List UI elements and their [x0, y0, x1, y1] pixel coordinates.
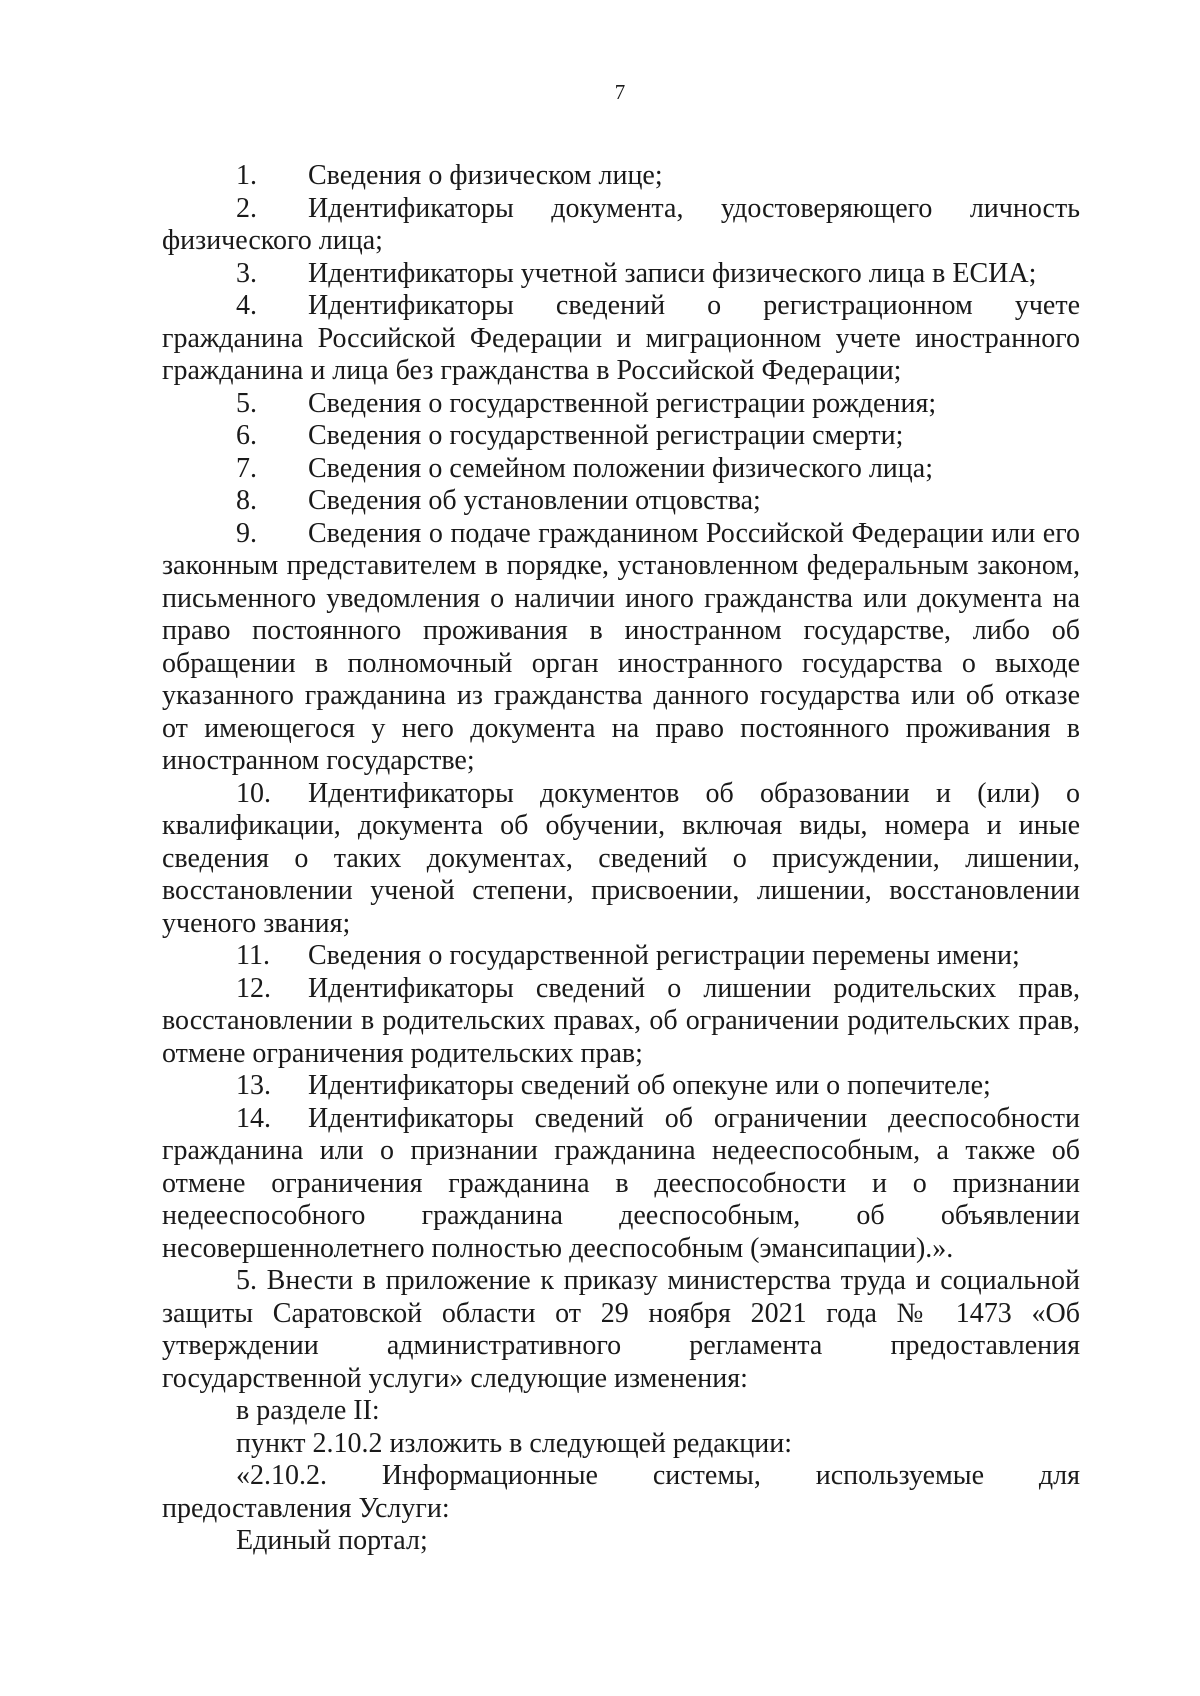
list-item — [162, 420, 1080, 453]
list-item-number: 2. — [236, 192, 257, 224]
list-item — [162, 485, 1080, 518]
list-item — [162, 778, 1080, 941]
list-item-text: Идентификаторы сведений о регистрационном учете гражданина Российской Федерации и миграционном учете иностранного гражданина и лица без гражданства в Российской Федерации; — [162, 290, 1080, 386]
list-item — [162, 160, 1080, 193]
list-item-number: 1. — [236, 160, 257, 191]
list-item-number: 12. — [236, 972, 271, 1004]
list-item-text: Идентификаторы учетной записи физического лица в ЕСИА; — [308, 257, 1037, 289]
paragraph-5: 5. Внести в приложение к приказу министерства труда и социальной защиты Саратовской области от 29 ноября 2021 года № 1473 «Об утверждении административного регламента предоставления государственной услуги» следующие изменения: — [162, 1265, 1080, 1394]
clause-line: пункт 2.10.2 изложить в следующей редакции: — [236, 1427, 792, 1459]
document-body — [162, 160, 1080, 1558]
list-item — [162, 290, 1080, 388]
list-item-number: 3. — [236, 257, 257, 289]
list-item-number: 10. — [236, 777, 271, 809]
list-item-text: Идентификаторы сведений об опекуне или о попечителе; — [308, 1070, 991, 1101]
list-item-text: Сведения о государственной регистрации рождения; — [308, 387, 937, 419]
list-item-text: Сведения о государственной регистрации перемены имени; — [308, 940, 1020, 971]
list-item-text: Сведения об установлении отцовства; — [308, 485, 761, 516]
list-item-text: Идентификаторы сведений об ограничении дееспособности гражданина или о признании гражданина недееспособным, а также об отмене ограничения гражданина в дееспособности и о признании недееспособного гражданина дееспособным, об объявлении несовершеннолетнего полностью дееспособным (эмансипации).». — [162, 1102, 1080, 1264]
list-item — [162, 1070, 1080, 1103]
list-item-text: Сведения о подаче гражданином Российской Федерации или его законным представителем в порядке, установленном федеральным законом, письменного уведомления о наличии иного гражданства или документа на право постоянного проживания в иностранном государстве, либо об обращении в полномочный орган иностранного государства о выходе указанного гражданина из гражданства данного государства или об отказе от имеющегося у него документа на право постоянного проживания в иностранном государстве; — [162, 517, 1080, 776]
list-item — [162, 193, 1080, 258]
quoted-clause-2-10-2: «2.10.2. Информационные системы, используемые для предоставления Услуги: — [162, 1460, 1080, 1524]
list-item-number: 11. — [236, 940, 270, 971]
list-item-text: Идентификаторы документа, удостоверяющего личность физического лица; — [162, 192, 1080, 256]
list-item-number: 5. — [236, 387, 257, 419]
list-item-number: 13. — [236, 1070, 271, 1101]
list-item-text: Идентификаторы документов об образовании и (или) о квалификации, документа об обучении, включая виды, номера и иные сведения о таких документах, сведений о присуждении, лишении, восстановлении ученой степени, присвоении, лишении, восстановлении ученого звания; — [162, 777, 1080, 939]
list-item-number: 9. — [236, 517, 257, 549]
list-item — [162, 940, 1080, 973]
list-item — [162, 973, 1080, 1071]
section-line: в разделе II: — [236, 1395, 380, 1426]
list-item — [162, 388, 1080, 421]
list-item — [162, 258, 1080, 291]
list-item-number: 4. — [236, 290, 257, 321]
list-item — [162, 1103, 1080, 1266]
last-line: Единый портал; — [236, 1525, 428, 1556]
list-item-number: 8. — [236, 485, 257, 516]
list-item-text: Сведения о семейном положении физического лица; — [308, 452, 933, 484]
list-item — [162, 518, 1080, 778]
list-item-number: 7. — [236, 452, 257, 484]
page-number: 7 — [614, 80, 626, 104]
list-item-number: 6. — [236, 420, 257, 451]
list-item-text: Сведения о физическом лице; — [308, 160, 663, 191]
list-item-text: Сведения о государственной регистрации смерти; — [308, 420, 904, 451]
list-item-number: 14. — [236, 1102, 271, 1134]
list-item-text: Идентификаторы сведений о лишении родительских прав, восстановлении в родительских правах, об ограничении родительских прав, отмене ограничения родительских прав; — [162, 972, 1080, 1069]
list-item — [162, 453, 1080, 486]
